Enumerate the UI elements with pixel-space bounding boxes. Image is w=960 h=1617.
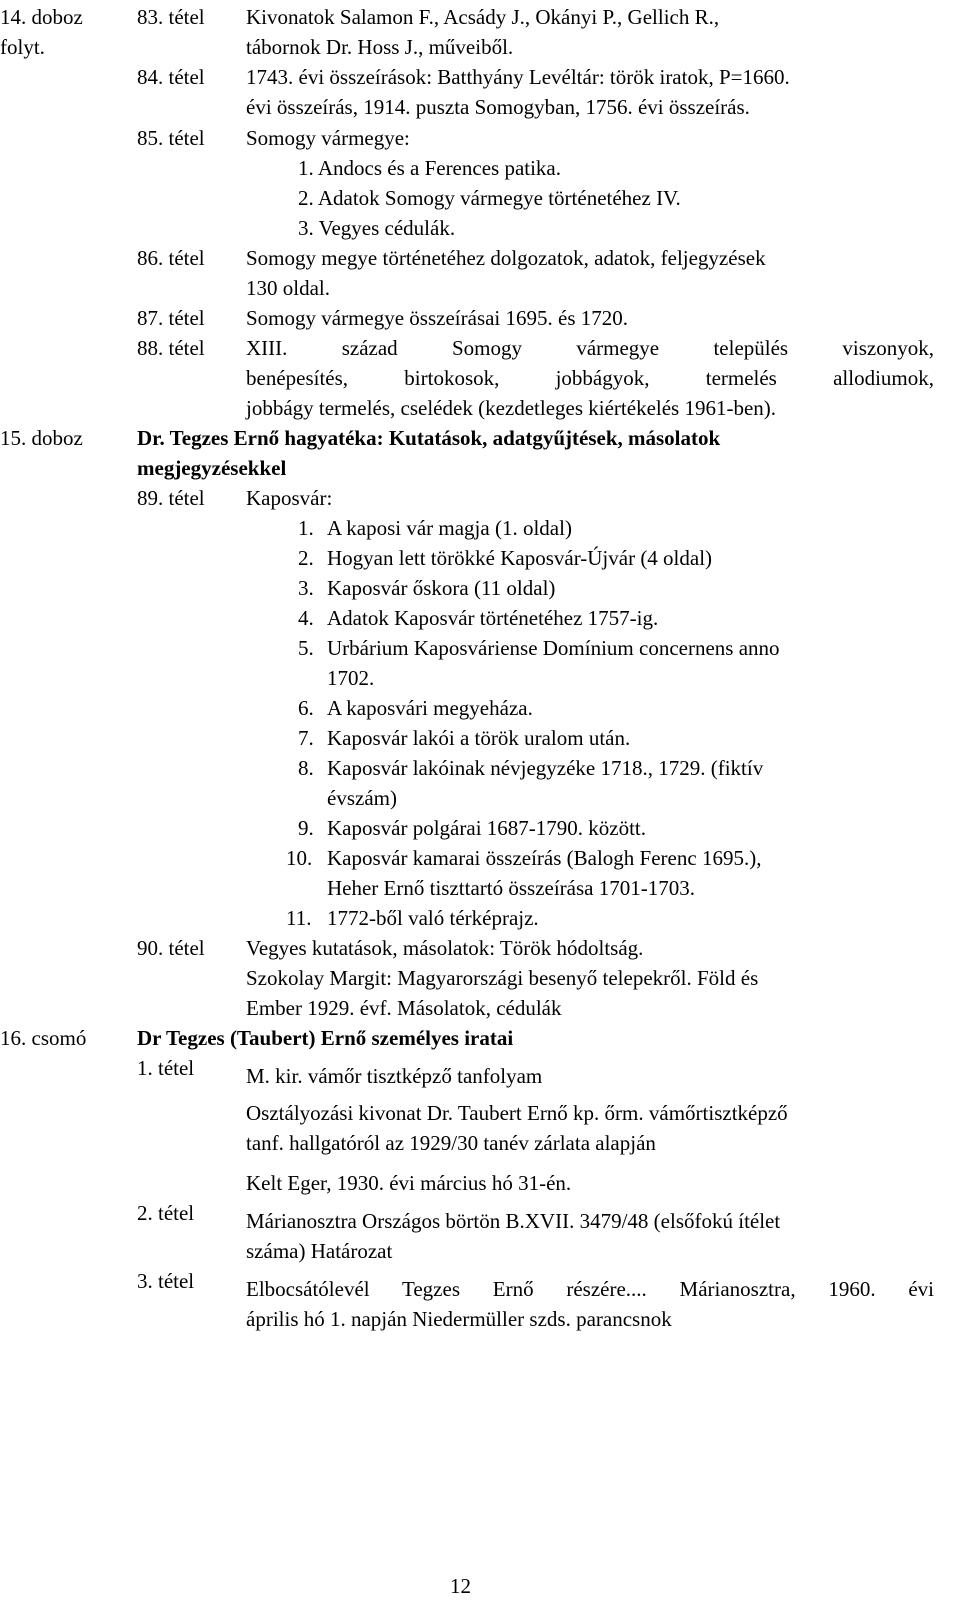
item-text: Somogy vármegye összeírásai 1695. és 1720. — [246, 306, 629, 330]
sub-item: Kaposvár őskora (11 oldal) — [327, 576, 556, 600]
sub-item-number: 1. — [298, 516, 314, 540]
sub-item: 1. Andocs és a Ferences patika. — [298, 156, 562, 180]
sub-item: Urbárium Kaposváriense Domínium concernens anno — [327, 636, 780, 660]
item-text: április hó 1. napján Niedermüller szds. parancsnok — [246, 1307, 672, 1331]
item-text: tanf. hallgatóról az 1929/30 tanév zárlata alapján — [246, 1131, 656, 1155]
box-label: 14. doboz — [0, 5, 83, 29]
box-label: 16. csomó — [0, 1026, 87, 1050]
item-text: Kelt Eger, 1930. évi március hó 31-én. — [246, 1171, 572, 1195]
sub-item-number: 4. — [298, 606, 314, 630]
item-text: XIII. század Somogy vármegye település viszonyok, — [246, 336, 934, 360]
box-heading: megjegyzésekkel — [137, 456, 287, 480]
sub-item: 1772-ből való térképrajz. — [327, 906, 539, 930]
item-text: Vegyes kutatások, másolatok: Török hódoltság. — [246, 936, 644, 960]
item-label: 88. tétel — [137, 336, 205, 360]
sub-item-number: 7. — [298, 726, 314, 750]
page-number: 12 — [450, 1574, 471, 1598]
sub-item: Kaposvár lakóinak névjegyzéke 1718., 1729. (fiktív — [327, 756, 764, 780]
sub-item-number: 11. — [286, 906, 312, 930]
sub-item: A kaposi vár magja (1. oldal) — [327, 516, 572, 540]
box-heading: Dr Tegzes (Taubert) Ernő személyes iratai — [137, 1026, 514, 1050]
sub-item: Kaposvár polgárai 1687-1790. között. — [327, 816, 647, 840]
sub-item-number: 8. — [298, 756, 314, 780]
sub-item-number: 5. — [298, 636, 314, 660]
sub-item-number: 9. — [298, 816, 314, 840]
item-label: 90. tétel — [137, 936, 205, 960]
sub-item-number: 3. — [298, 576, 314, 600]
item-text: Osztályozási kivonat Dr. Taubert Ernő kp. őrm. vámőrtisztképző — [246, 1101, 788, 1125]
item-text: M. kir. vámőr tisztképző tanfolyam — [246, 1064, 543, 1088]
item-text: 130 oldal. — [246, 276, 330, 300]
sub-item: 1702. — [327, 666, 375, 690]
item-text: Szokolay Margit: Magyarországi besenyő telepekről. Föld és — [246, 966, 759, 990]
item-label: 84. tétel — [137, 65, 205, 89]
item-label: 3. tétel — [137, 1269, 195, 1293]
item-text: száma) Határozat — [246, 1239, 393, 1263]
item-text: Somogy megye történetéhez dolgozatok, adatok, feljegyzések — [246, 246, 766, 270]
item-text: tábornok Dr. Hoss J., műveiből. — [246, 35, 514, 59]
item-text: Elbocsátólevél Tegzes Ernő részére.... Márianosztra, 1960. évi — [246, 1277, 934, 1301]
item-label: 85. tétel — [137, 126, 205, 150]
item-text: évi összeírás, 1914. puszta Somogyban, 1756. évi összeírás. — [246, 95, 750, 119]
sub-item: 3. Vegyes cédulák. — [298, 216, 456, 240]
item-label: 83. tétel — [137, 5, 205, 29]
item-text: Kaposvár: — [246, 486, 333, 510]
sub-item: Heher Ernő tiszttartó összeírása 1701-1703. — [327, 876, 695, 900]
item-text: benépesítés, birtokosok, jobbágyok, termelés allodiumok, — [246, 366, 934, 390]
box-label: 15. doboz — [0, 426, 83, 450]
item-label: 2. tétel — [137, 1201, 195, 1225]
item-text: jobbágy termelés, cselédek (kezdetleges kiértékelés 1961-ben). — [246, 396, 777, 420]
sub-item: Kaposvár lakói a török uralom után. — [327, 726, 631, 750]
item-label: 86. tétel — [137, 246, 205, 270]
sub-item: A kaposvári megyeháza. — [327, 696, 533, 720]
box-heading: Dr. Tegzes Ernő hagyatéka: Kutatások, adatgyűjtések, másolatok — [137, 426, 721, 450]
sub-item: évszám) — [327, 786, 397, 810]
item-text: Somogy vármegye: — [246, 126, 410, 150]
sub-item-number: 10. — [286, 846, 313, 870]
item-label: 1. tétel — [137, 1056, 195, 1080]
sub-item: Hogyan lett törökké Kaposvár-Újvár (4 oldal) — [327, 546, 713, 570]
sub-item-number: 6. — [298, 696, 314, 720]
item-text: Márianosztra Országos börtön B.XVII. 3479/48 (elsőfokú ítélet — [246, 1209, 781, 1233]
sub-item: Kaposvár kamarai összeírás (Balogh Ferenc 1695.), — [327, 846, 762, 870]
item-label: 87. tétel — [137, 306, 205, 330]
item-text: 1743. évi összeírások: Batthyány Levéltár: török iratok, P=1660. — [246, 65, 790, 89]
item-text: Ember 1929. évf. Másolatok, cédulák — [246, 996, 562, 1020]
item-label: 89. tétel — [137, 486, 205, 510]
sub-item-number: 2. — [298, 546, 314, 570]
sub-item: Adatok Kaposvár történetéhez 1757-ig. — [327, 606, 659, 630]
sub-item: 2. Adatok Somogy vármegye történetéhez IV. — [298, 186, 681, 210]
item-text: Kivonatok Salamon F., Acsády J., Okányi P., Gellich R., — [246, 5, 720, 29]
box-label-continued: folyt. — [0, 35, 45, 59]
